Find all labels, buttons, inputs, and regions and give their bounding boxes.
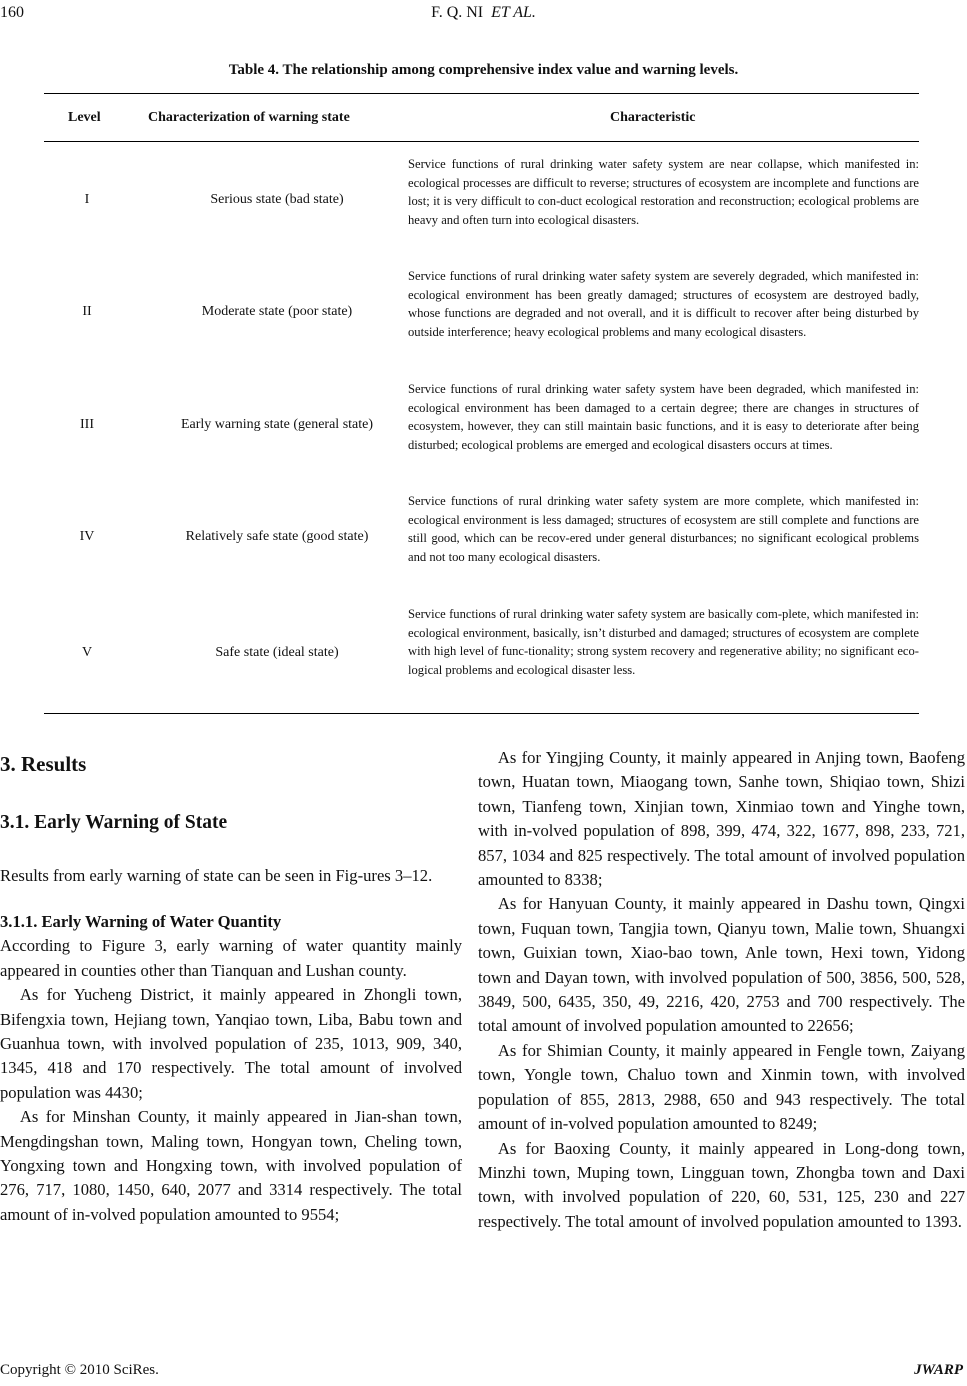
row-level: I — [84, 192, 90, 207]
table-header-characteristic: Characteristic — [610, 110, 696, 125]
paragraph: As for Minshan County, it mainly appeared in Jian-shan town, Mengdingshan town, Maling town, Hongyan town, Cheling town, Yongxing town and Hongxing town, with involved population of 276, 717, 1080, 1450, 640, 2077 and 3314 respectively. The total amount of in-volved population amounted to 9554; — [0, 1107, 462, 1224]
left-column — [0, 748, 462, 1227]
paragraph: As for Baoxing County, it mainly appeared in Long-dong town, Minzhi town, Muping town, Lingguan town, Zhongba town and Daxi town, with involved population of 220, 60, 531, 125, 230 and 227 respectively. The total amount of involved population amounted to 1393. — [478, 1138, 965, 1231]
paragraph: As for Shimian County, it mainly appeared in Fengle town, Zaiyang town, Yongle town, Chaluo town and Xinmin town, with involved population of 855, 2813, 2988, 650 and 943 respectively. The total amount of in-volved population amounted to 8249; — [478, 1040, 965, 1134]
section-title: 3. Results — [0, 752, 87, 776]
table-rule-bottom — [44, 713, 919, 714]
footer-copyright: Copyright © 2010 SciRes. — [0, 1362, 159, 1378]
page-number: 160 — [0, 4, 24, 21]
intro-paragraph: Results from early warning of state can be seen in Fig-ures 3–12. — [0, 866, 433, 885]
row-characteristic: Service functions of rural drinking water safety system are near collapse, which manifested in: ecological processes are difficult to reverse; structures of ecosystem are incomplete and functions are lost; it is very difficult to con-duct ecological restoration and reconstruction; ecological problems are heavy and often turn into ecological disasters. — [408, 157, 919, 227]
row-level: V — [81, 645, 93, 660]
row-state: Relatively safe state (good state) — [185, 529, 369, 544]
row-characteristic: Service functions of rural drinking water safety system are more complete, which manifested in: ecological environment is less damaged; structures of ecosystem are still complete and functions are still good, which can be recov-ered under general disturbances; no significant ecological problems and not too many ecological disasters. — [408, 494, 919, 564]
paragraph: As for Yingjing County, it mainly appeared in Anjing town, Baofeng town, Huatan town, Miaogang town, Sanhe town, Shiqiao town, Shizi town, Tianfeng town, Xinjian town, Xinmiao town and Yinghe town, with in-volved population of 898, 399, 474, 322, 1677, 898, 233, 721, 857, 1034 and 825 respectively. The total amount of involved population amounted to 8338; — [478, 748, 965, 890]
footer-journal: JWARP — [914, 1362, 963, 1378]
table-rule-header — [44, 141, 919, 142]
row-state: Early warning state (general state) — [180, 417, 374, 432]
row-characteristic: Service functions of rural drinking water safety system are severely degraded, which manifested in: ecological environment has been greatly damaged; structures of ecosystem are destroyed badly, whose functions are degraded and not overall, and it is difficult to recover after being disturbed by outside interference; heavy ecological problems and many ecological disasters. — [408, 269, 919, 339]
table-header-characterization: Characterization of warning state — [148, 110, 350, 125]
row-state: Serious state (bad state) — [210, 192, 344, 207]
paragraph: As for Yucheng District, it mainly appeared in Zhongli town, Bifengxia town, Hejiang town, Yanqiao town, Liba, Babu town and Guanhua town, with involved population of 235, 1013, 909, 340, 1345, 418 and 170 respectively. The total amount of involved population was 4430; — [0, 985, 462, 1102]
row-characteristic: Service functions of rural drinking water safety system have been degraded, which manifested in: ecological environment has been damaged to a certain degree; there are changes in structures of ecosystem, however, they can still maintain basic functions, and it is easy to deteriorate after being disturbed; ecological problems are emerged and ecological disasters occurs at times. — [408, 382, 919, 452]
paragraph: According to Figure 3, early warning of water quantity mainly appeared in counties other than Tianquan and Lushan county. — [0, 936, 462, 980]
running-head-et-al: ET AL. — [491, 4, 536, 21]
running-head — [0, 4, 967, 22]
subsection-title: 3.1. Early Warning of State — [0, 812, 228, 833]
row-state: Safe state (ideal state) — [215, 645, 339, 660]
table-caption: Table 4. The relationship among comprehensive index value and warning levels. — [228, 62, 739, 78]
running-head-authors: F. Q. NI — [431, 4, 484, 21]
table-rule-top — [44, 93, 919, 94]
row-level: II — [82, 304, 92, 319]
row-level: III — [80, 417, 94, 432]
row-characteristic: Service functions of rural drinking water safety system are basically com-plete, which manifested in: ecological environment, basically, isn’t disturbed and damaged; structures of ecosystem are complete with high level of func-tionality; strong system recovery and regenerative ability; no significant eco-logical problems and ecological disaster less. — [408, 607, 919, 677]
subsubsection-title: 3.1.1. Early Warning of Water Quantity — [0, 912, 282, 932]
right-column — [478, 746, 965, 1234]
paragraph: As for Hanyuan County, it mainly appeared in Dashu town, Qingxi town, Fuquan town, Tangjia town, Qianyu town, Malie town, Shuangxi town, Guixian town, Xiao-bao town, Anle town, Hexi town, Yidong town and Dayan town, with involved population of 500, 3856, 500, 528, 3849, 500, 6435, 350, 49, 2216, 420, 2753 and 700 respectively. The total amount of involved population amounted to 22656; — [478, 894, 965, 1036]
row-state: Moderate state (poor state) — [201, 304, 353, 319]
row-level: IV — [79, 529, 95, 544]
table-header-level: Level — [68, 110, 101, 125]
